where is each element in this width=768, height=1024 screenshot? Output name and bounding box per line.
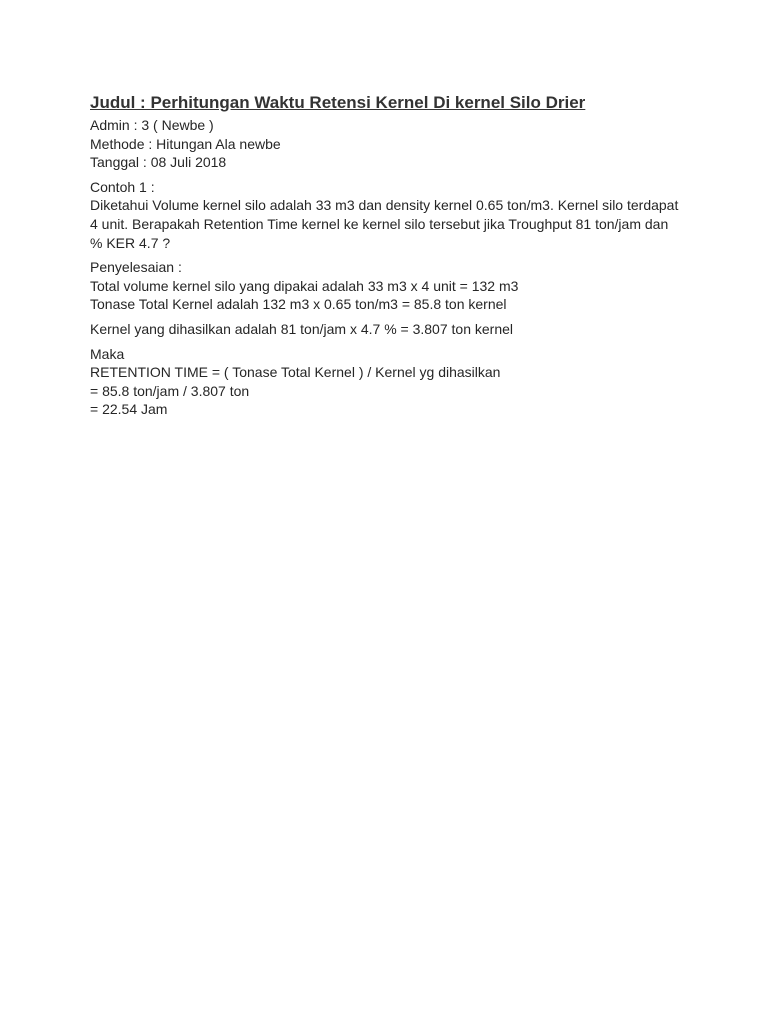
admin-line: Admin : 3 ( Newbe ) xyxy=(90,117,214,133)
maka-label: Maka xyxy=(90,345,125,362)
penyelesaian-line-1: Total volume kernel silo yang dipakai adalah 33 m3 x 4 unit = 132 m3 xyxy=(90,277,519,294)
calculation-step: = 85.8 ton/jam / 3.807 ton xyxy=(90,382,250,399)
penyelesaian-line-2: Tonase Total Kernel adalah 132 m3 x 0.65 ton/m3 = 85.8 ton kernel xyxy=(90,296,507,313)
methode-line: Methode : Hitungan Ala newbe xyxy=(90,135,281,152)
maka-section xyxy=(90,345,690,419)
document-page xyxy=(90,92,690,419)
contoh-label: Contoh 1 : xyxy=(90,178,155,195)
penyelesaian-section xyxy=(90,258,690,314)
meta-section xyxy=(90,116,690,172)
document-title: Judul : Perhitungan Waktu Retensi Kernel Di kernel Silo Drier xyxy=(90,93,586,112)
kernel-hasil-section xyxy=(90,320,690,339)
retention-formula: RETENTION TIME = ( Tonase Total Kernel ) / Kernel yg dihasilkan xyxy=(90,364,501,381)
contoh-section xyxy=(90,178,690,252)
contoh-text: Diketahui Volume kernel silo adalah 33 m3 dan density kernel 0.65 ton/m3. Kernel silo terdapat 4 unit. Berapakah Retention Time kernel ke kernel silo tersebut jika Troughput 81 ton/jam dan % KER 4.7 ? xyxy=(90,197,679,251)
kernel-hasil-line: Kernel yang dihasilkan adalah 81 ton/jam x 4.7 % = 3.807 ton kernel xyxy=(90,320,514,337)
tanggal-line: Tanggal : 08 Juli 2018 xyxy=(90,154,227,171)
calculation-result: = 22.54 Jam xyxy=(90,401,168,418)
penyelesaian-label: Penyelesaian : xyxy=(90,259,182,276)
